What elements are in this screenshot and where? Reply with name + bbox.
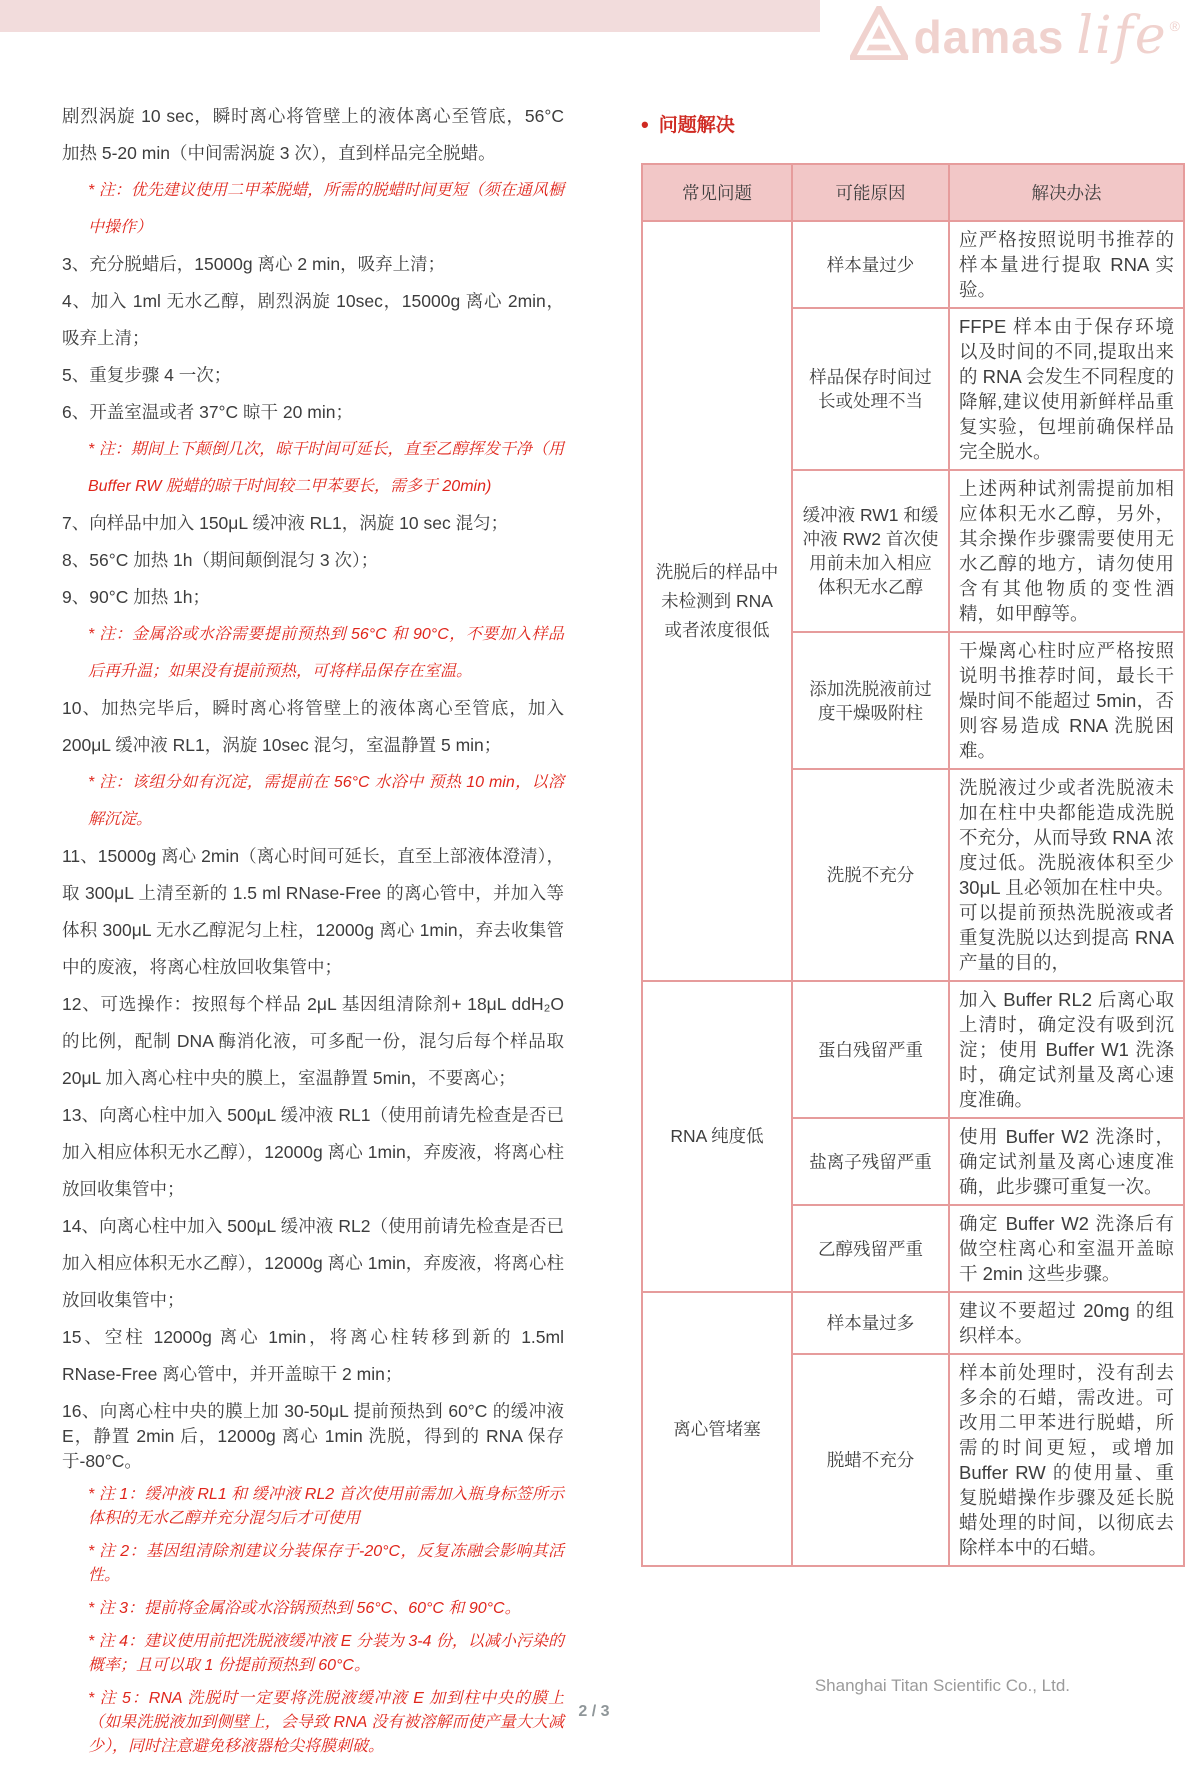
cause-cell: 样本量过少 [792,221,949,308]
procedure-step: 8、56°C 加热 1h（期间颠倒混匀 3 次）； [62,550,379,570]
procedure-step: 15、空柱 12000g 离心 1min，将离心柱转移到新的 1.5ml RNase-Free 离心管中，并开盖晾干 2 min； [62,1327,564,1384]
solution-cell: 洗脱液过少或者洗脱液未加在柱中央都能造成洗脱不充分，从而导致 RNA 浓度过低。洗脱液体积至少 30μL 且必领加在柱中央。可以提前预热洗脱液或者重复洗脱以达到提高 RNA 产量的目的， [949,769,1184,981]
procedure-step: 7、向样品中加入 150μL 缓冲液 RL1，涡旋 10 sec 混匀； [62,513,509,533]
solution-cell: 样本前处理时，没有刮去多余的石蜡，需改进。可改用二甲苯进行脱蜡，所需的时间更短，或增加 Buffer RW 的使用量、重复脱蜡操作步骤及延长脱蜡处理的时间，以彻底去除样本中的石蜡。 [949,1354,1184,1566]
cause-cell: 脱蜡不充分 [792,1354,949,1566]
solution-cell: 确定 Buffer W2 洗涤后有做空柱离心和室温开盖晾干 2min 这些步骤。 [949,1205,1184,1292]
troubleshooting-table [641,163,1185,1567]
procedure-step: 5、重复步骤 4 一次； [62,365,232,385]
procedure-note: * 注：金属浴或水浴需要提前预热到 56°C 和 90°C，不要加入样品后再升温；如果没有提前预热，可将样品保存在室温。 [88,626,564,680]
cause-cell: 乙醇残留严重 [792,1205,949,1292]
procedure-step: 9、90°C 加热 1h； [62,587,211,607]
procedure-step: 11、15000g 离心 2min（离心时间可延长，直至上部液体澄清），取 300μL 上清至新的 1.5 ml RNase-Free 的离心管中，并加入等体积 300μL 无水乙醇泥匀上柱，12000g 离心 1min，弃去收集管中的废液，将离心柱放回收集管中； [62,846,564,977]
procedure-step: 4、加入 1ml 无水乙醇，剧烈涡旋 10sec，15000g 离心 2min，吸弃上清； [62,291,564,348]
problem-cell: 离心管堵塞 [642,1292,792,1566]
column-header-problem: 常见问题 [642,164,792,221]
procedure-column [62,98,564,1768]
triangle-logo-icon [850,6,908,60]
section-title [641,112,1183,140]
brand-name-damas: damas [913,11,1065,63]
procedure-step: 3、充分脱蜡后，15000g 离心 2 min，吸弃上清； [62,254,446,274]
procedure-note: * 注：期间上下颠倒几次，晾干时间可延长，直至乙醇挥发干净（用 Buffer RW 脱蜡的晾干时间较二甲苯要长，需多于 20min) [88,441,564,495]
procedure-step: 16、向离心柱中央的膜上加 30-50μL 提前预热到 60°C 的缓冲液 E，静置 2min 后，12000g 离心 1min 洗脱，得到的 RNA 保存于-80°C。 [62,1401,564,1471]
procedure-step: 14、向离心柱中加入 500μL 缓冲液 RL2（使用前请先检查是否已加入相应体积无水乙醇），12000g 离心 1min，弃废液，将离心柱放回收集管中； [62,1216,564,1310]
cause-cell: 洗脱不充分 [792,769,949,981]
procedure-note: * 注：优先建议使用二甲苯脱蜡，所需的脱蜡时间更短（须在通风橱中操作） [88,182,564,236]
procedure-note: * 注 5：RNA 洗脱时一定要将洗脱液缓冲液 E 加到柱中央的膜上（如果洗脱液加到侧壁上，会导致 RNA 没有被溶解而使产量大大减少），同时注意避免移液器枪尖将膜刺破。 [88,1690,564,1755]
solution-cell: 使用 Buffer W2 洗涤时，确定试剂量及离心速度准确，此步骤可重复一次。 [949,1118,1184,1205]
top-accent-bar [0,0,820,32]
cause-cell: 样本量过多 [792,1292,949,1354]
cause-cell: 添加洗脱液前过度干燥吸附柱 [792,632,949,769]
solution-cell: 应严格按照说明书推荐的样本量进行提取 RNA 实验。 [949,221,1184,308]
column-header-cause: 可能原因 [792,164,949,221]
footer-company: Shanghai Titan Scientific Co., Ltd. [814,1676,1070,1695]
bullet-icon: • [641,112,649,137]
solution-cell: FFPE 样本由于保存环境以及时间的不同,提取出来的 RNA 会发生不同程度的降解,建议使用新鲜样品重复实验，包埋前确保样品完全脱水。 [949,308,1184,470]
brand-logo [850,6,1180,67]
procedure-step: 13、向离心柱中加入 500μL 缓冲液 RL1（使用前请先检查是否已加入相应体积无水乙醇），12000g 离心 1min，弃废液，将离心柱放回收集管中； [62,1105,564,1199]
solution-cell: 加入 Buffer RL2 后离心取上清时，确定没有吸到沉淀；使用 Buffer W1 洗涤时，确定试剂量及离心速度准确。 [949,981,1184,1118]
registered-mark: ® [1169,18,1180,34]
cause-cell: 蛋白残留严重 [792,981,949,1118]
procedure-step: 12、可选操作：按照每个样品 2μL 基因组清除剂+ 18μL ddH₂O 的比例，配制 DNA 酶消化液，可多配一份，混匀后每个样品取 20μL 加入离心柱中央的膜上，室温静置 5min，不要离心； [62,994,564,1088]
brand-name-life: life [1076,6,1168,67]
column-header-solution: 解决办法 [949,164,1184,221]
procedure-note: * 注 1：缓冲液 RL1 和 缓冲液 RL2 首次使用前需加入瓶身标签所示体积的无水乙醇并充分混匀后才可使用 [88,1486,564,1527]
solution-cell: 建议不要超过 20mg 的组织样本。 [949,1292,1184,1354]
cause-cell: 缓冲液 RW1 和缓冲液 RW2 首次使用前未加入相应体积无水乙醇 [792,470,949,632]
solution-cell: 干燥离心柱时应严格按照说明书推荐时间，最长干燥时间不能超过 5min，否则容易造成 RNA 洗脱困难。 [949,632,1184,769]
procedure-note: * 注 2：基因组清除剂建议分装保存于-20°C，反复冻融会影响其活性。 [88,1543,564,1584]
procedure-note: * 注：该组分如有沉淀，需提前在 56°C 水浴中 预热 10 min，以溶解沉淀。 [88,774,564,828]
cause-cell: 盐离子残留严重 [792,1118,949,1205]
footer-page-number: 2 / 3 [578,1703,610,1720]
procedure-note: * 注 4：建议使用前把洗脱液缓冲液 E 分装为 3-4 份，以减小污染的概率；且可以取 1 份提前预热到 60°C。 [88,1633,564,1674]
procedure-note: * 注 3：提前将金属浴或水浴锅预热到 56°C、60°C 和 90°C。 [88,1600,521,1617]
problem-cell: RNA 纯度低 [642,981,792,1292]
solution-cell: 上述两种试剂需提前加相应体积无水乙醇，另外，其余操作步骤需要使用无水乙醇的地方，请勿使用含有其他物质的变性酒精，如甲醇等。 [949,470,1184,632]
procedure-step: 剧烈涡旋 10 sec，瞬时离心将管壁上的液体离心至管底，56°C 加热 5-20 min（中间需涡旋 3 次），直到样品完全脱蜡。 [62,106,564,163]
troubleshooting-column [641,112,1183,1567]
cause-cell: 样品保存时间过长或处理不当 [792,308,949,470]
section-title-text: 问题解决 [658,115,735,136]
problem-cell: 洗脱后的样品中未检测到 RNA 或者浓度很低 [642,221,792,981]
procedure-step: 6、开盖室温或者 37°C 晾干 20 min； [62,402,353,422]
procedure-step: 10、加热完毕后，瞬时离心将管壁上的液体离心至管底，加入 200μL 缓冲液 RL1，涡旋 10sec 混匀，室温静置 5 min； [62,698,564,755]
